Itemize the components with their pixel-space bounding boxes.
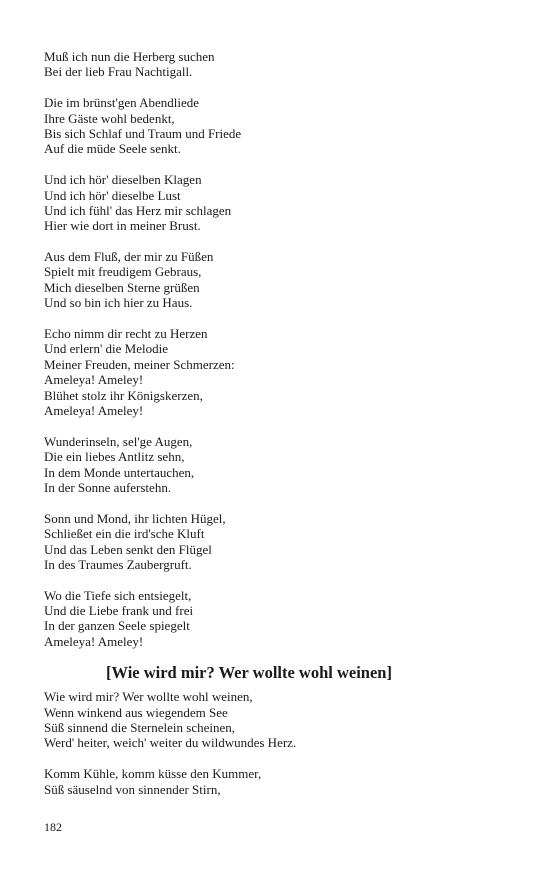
stanza: [44, 434, 514, 496]
verse-line: In des Traumes Zaubergruft.: [44, 556, 192, 572]
verse-line: Süß säuselnd von sinnender Stirn,: [44, 781, 221, 797]
verse-line: In dem Monde untertauchen,: [44, 464, 195, 480]
verse-line: Aus dem Fluß, der mir zu Füßen: [44, 249, 214, 265]
verse-line: Sonn und Mond, ihr lichten Hügel,: [44, 510, 226, 526]
verse-line: Die ein liebes Antlitz sehn,: [44, 449, 185, 465]
verse-line: Und das Leben senkt den Flügel: [44, 541, 212, 557]
verse-line: Schließet ein die ird'sche Kluft: [44, 526, 205, 542]
verse-line: Werd' heiter, weich' weiter du wildwundes Herz.: [44, 735, 297, 751]
stanza: [44, 249, 514, 311]
verse-line: Mich dieselben Sterne grüßen: [44, 279, 200, 295]
verse-line: Wenn winkend aus wiegendem See: [44, 704, 228, 720]
stanza: [44, 326, 514, 418]
verse-line: Echo nimm dir recht zu Herzen: [44, 326, 208, 342]
stanza: [44, 689, 514, 751]
verse-line: Wie wird mir? Wer wollte wohl weinen,: [44, 689, 253, 705]
poem-continued: [44, 49, 514, 649]
verse-line: Muß ich nun die Herberg suchen: [44, 49, 215, 64]
verse-line: Süß sinnend die Sternelein scheinen,: [44, 720, 235, 736]
verse-line: Die im brünst'gen Abendliede: [44, 95, 200, 111]
verse-line: Wunderinseln, sel'ge Augen,: [44, 433, 193, 449]
verse-line: Ameleya! Ameley!: [44, 372, 144, 388]
verse-line: Blühet stolz ihr Königskerzen,: [44, 387, 203, 403]
verse-line: Ameleya! Ameley!: [44, 402, 144, 418]
verse-line: Ameleya! Ameley!: [44, 633, 144, 649]
text-column: [44, 49, 514, 797]
verse-line: Und ich hör' dieselbe Lust: [44, 187, 181, 203]
verse-line: Wo die Tiefe sich entsiegelt,: [44, 587, 192, 603]
verse-line: Meiner Freuden, meiner Schmerzen:: [44, 356, 235, 372]
verse-line: Spielt mit freudigem Gebraus,: [44, 264, 202, 280]
stanza: [44, 511, 514, 573]
verse-line: Und ich fühl' das Herz mir schlagen: [44, 202, 232, 218]
verse-line: Bei der lieb Frau Nachtigall.: [44, 64, 193, 80]
verse-line: Bis sich Schlaf und Traum und Friede: [44, 125, 242, 141]
stanza: [44, 588, 514, 650]
stanza: [44, 95, 514, 157]
poem-wie-wird-mir: [44, 689, 514, 797]
verse-line: In der ganzen Seele spiegelt: [44, 618, 190, 634]
verse-line: Und ich hör' dieselben Klagen: [44, 172, 202, 188]
poem-title: [Wie wird mir? Wer wollte wohl weinen]: [106, 663, 392, 683]
verse-line: Und so bin ich hier zu Haus.: [44, 295, 193, 311]
verse-line: Ihre Gäste wohl bedenkt,: [44, 110, 175, 126]
page-number: 182: [44, 820, 62, 834]
stanza: [44, 766, 514, 797]
verse-line: In der Sonne auferstehn.: [44, 479, 172, 495]
verse-line: Komm Kühle, komm küsse den Kummer,: [44, 766, 262, 782]
stanza: [44, 49, 514, 80]
verse-line: Hier wie dort in meiner Brust.: [44, 218, 201, 234]
verse-line: Und die Liebe frank und frei: [44, 603, 194, 619]
verse-line: Auf die müde Seele senkt.: [44, 141, 181, 157]
verse-line: Und erlern' die Melodie: [44, 341, 168, 357]
stanza: [44, 172, 514, 234]
